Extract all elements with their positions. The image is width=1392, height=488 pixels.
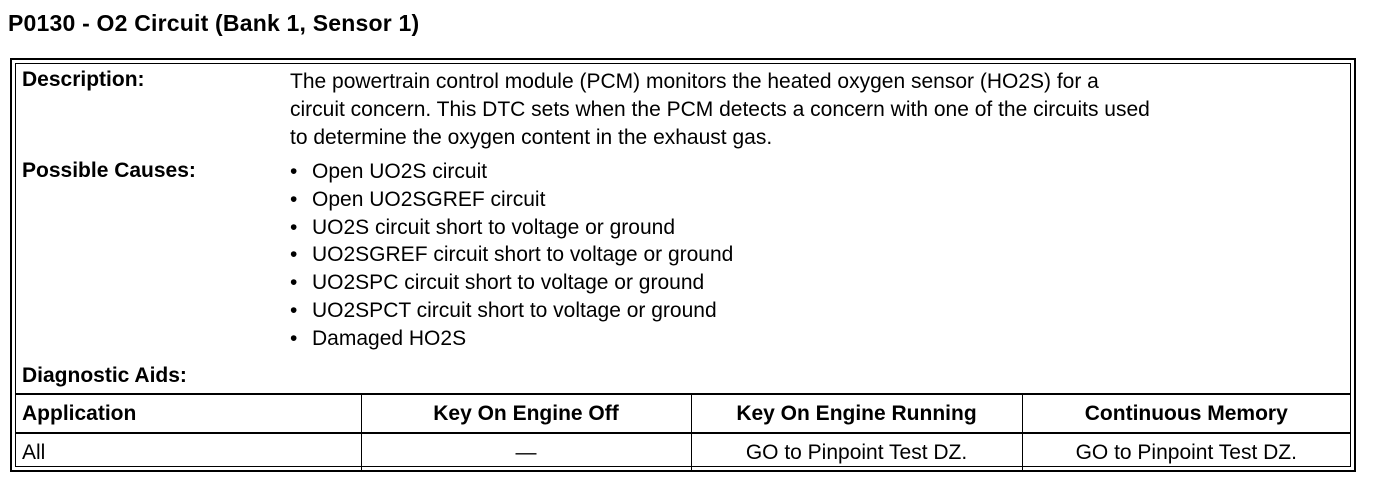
cause-text: UO2SPC circuit short to voltage or ground xyxy=(312,271,705,295)
description-text xyxy=(290,68,1350,152)
column-header-continuous-memory: Continuous Memory xyxy=(1022,394,1350,433)
cause-text: UO2SPCT circuit short to voltage or ground xyxy=(312,298,717,322)
bullet-icon: • xyxy=(290,215,298,239)
possible-causes-label: Possible Causes: xyxy=(22,159,196,182)
table-cell: — xyxy=(361,433,691,471)
table-header-row xyxy=(16,394,1350,433)
dtc-inner-frame xyxy=(15,63,1351,467)
bullet-icon: • xyxy=(290,243,298,267)
possible-causes-list xyxy=(290,158,733,353)
column-header-koeo: Key On Engine Off xyxy=(361,394,691,433)
description-line: circuit concern. This DTC sets when the PCM detects a concern with one of the circuits used xyxy=(290,98,1150,121)
description-label: Description: xyxy=(22,68,145,91)
list-item xyxy=(290,269,733,297)
bullet-icon: • xyxy=(290,160,298,183)
bullet-icon: • xyxy=(290,187,298,211)
table-cell: All xyxy=(16,433,361,471)
table-cell: GO to Pinpoint Test DZ. xyxy=(691,433,1022,471)
bullet-icon: • xyxy=(290,326,298,350)
table-cell: GO to Pinpoint Test DZ. xyxy=(1022,433,1350,471)
dtc-frame xyxy=(10,58,1356,472)
bullet-icon: • xyxy=(290,271,298,295)
list-item xyxy=(290,325,733,353)
cause-text: Open UO2SGREF circuit xyxy=(312,187,546,211)
list-item xyxy=(290,214,733,242)
diagnostic-aids-label: Diagnostic Aids: xyxy=(22,364,187,387)
column-header-koer: Key On Engine Running xyxy=(691,394,1022,433)
cause-text: Open UO2S circuit xyxy=(312,160,488,183)
list-item xyxy=(290,241,733,269)
cause-text: UO2SGREF circuit short to voltage or ground xyxy=(312,243,734,267)
cause-text: Damaged HO2S xyxy=(312,326,467,350)
list-item xyxy=(290,158,733,186)
page-title: P0130 - O2 Circuit (Bank 1, Sensor 1) xyxy=(8,10,420,36)
column-header-application: Application xyxy=(16,394,361,433)
description-line: to determine the oxygen content in the exhaust gas. xyxy=(290,126,773,149)
diagnostic-aids-table xyxy=(16,393,1350,471)
table-row xyxy=(16,433,1350,471)
bullet-icon: • xyxy=(290,298,298,322)
description-line: The powertrain control module (PCM) monitors the heated oxygen sensor (HO2S) for a xyxy=(290,70,1099,93)
cause-text: UO2S circuit short to voltage or ground xyxy=(312,215,676,239)
list-item xyxy=(290,297,733,325)
list-item xyxy=(290,186,733,214)
